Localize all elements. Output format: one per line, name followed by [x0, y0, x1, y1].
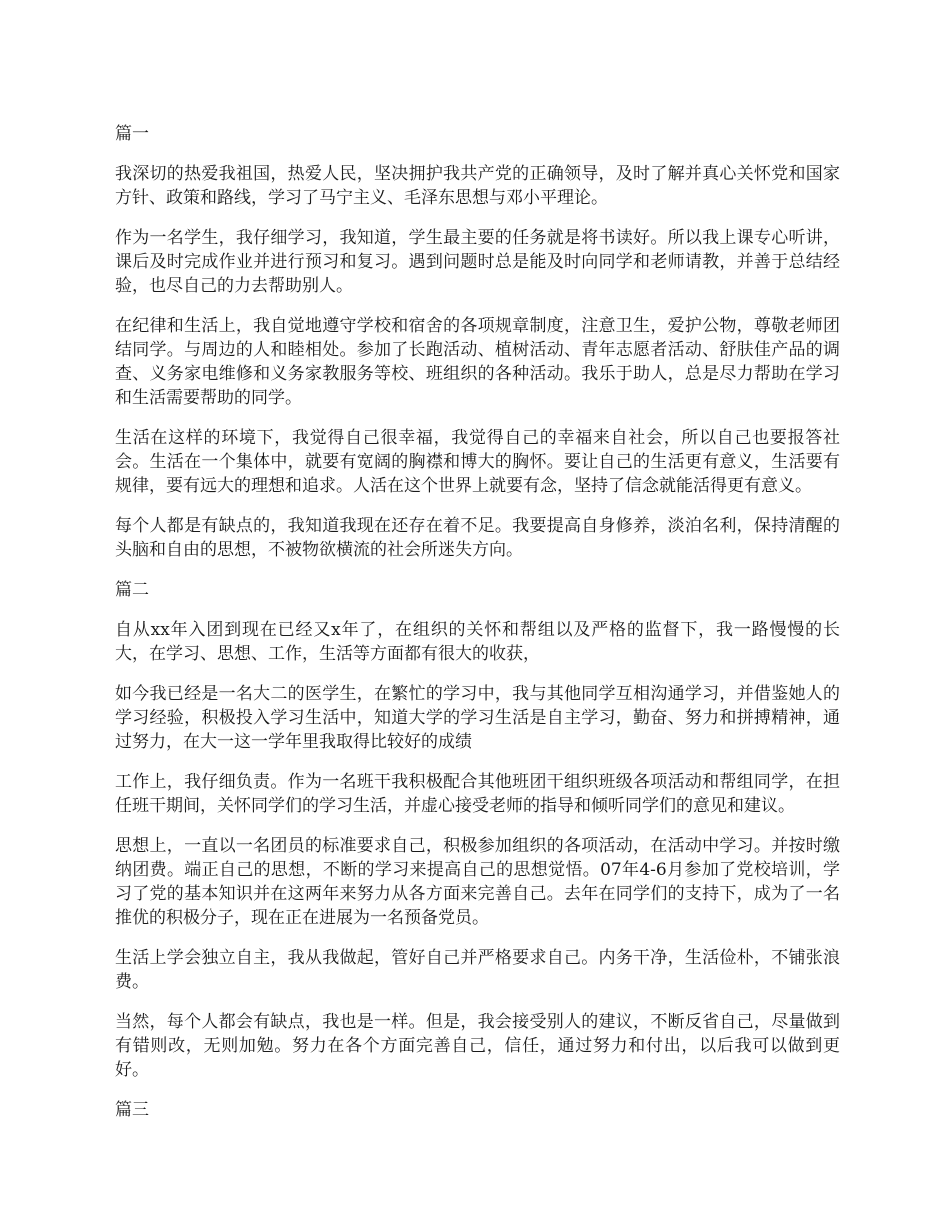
paragraph: 生活上学会独立自主，我从我做起，管好自己并严格要求自己。内务干净，生活俭朴，不铺张浪费。 — [115, 948, 840, 992]
paragraph: 作为一名学生，我仔细学习，我知道，学生最主要的任务就是将书读好。所以我上课专心听讲，课后及时完成作业并进行预习和复习。遇到问题时总是能及时向同学和老师请教，并善于总结经验，也尽自己的力去帮助别人。 — [115, 228, 840, 296]
section-heading: 篇三 — [115, 1100, 149, 1120]
document-page — [115, 122, 840, 1138]
paragraph: 我深切的热爱我祖国，热爱人民，坚决拥护我共产党的正确领导，及时了解并真心关怀党和国家方针、政策和路线，学习了马宁主义、毛泽东思想与邓小平理论。 — [115, 164, 840, 208]
paragraph: 每个人都是有缺点的，我知道我现在还存在着不足。我要提高自身修养，淡泊名利，保持清醒的头脑和自由的思想，不被物欲横流的社会所迷失方向。 — [115, 516, 840, 560]
paragraph: 生活在这样的环境下，我觉得自己很幸福，我觉得自己的幸福来自社会，所以自己也要报答社会。生活在一个集体中，就要有宽阔的胸襟和博大的胸怀。要让自己的生活更有意义，生活要有规律，要有远大的理想和追求。人活在这个世界上就要有念，坚持了信念就能活得更有意义。 — [115, 428, 840, 496]
paragraph: 在纪律和生活上，我自觉地遵守学校和宿舍的各项规章制度，注意卫生，爱护公物，尊敬老师团结同学。与周边的人和睦相处。参加了长跑活动、植树活动、青年志愿者活动、舒肤佳产品的调查、义务家电维修和义务家教服务等校、班组织的各种活动。我乐于助人，总是尽力帮助在学习和生活需要帮助的同学。 — [115, 316, 840, 408]
paragraph: 思想上，一直以一名团员的标准要求自己，积极参加组织的各项活动，在活动中学习。并按时缴纳团费。端正自己的思想，不断的学习来提高自己的思想觉悟。07年4-6月参加了党校培训，学习了党的基本知识并在这两年来努力从各方面来完善自己。去年在同学们的支持下，成为了一名推优的积极分子，现在正在进展为一名预备党员。 — [115, 836, 840, 928]
section-heading: 篇一 — [115, 124, 149, 144]
paragraph: 工作上，我仔细负责。作为一名班干我积极配合其他班团干组织班级各项活动和帮组同学，在担任班干期间，关怀同学们的学习生活，并虚心接受老师的指导和倾听同学们的意见和建议。 — [115, 772, 840, 816]
section-heading: 篇二 — [115, 580, 149, 600]
paragraph: 当然，每个人都会有缺点，我也是一样。但是，我会接受别人的建议，不断反省自己，尽量做到有错则改，无则加勉。努力在各个方面完善自己，信任，通过努力和付出，以后我可以做到更好。 — [115, 1012, 840, 1080]
paragraph: 如今我已经是一名大二的医学生，在繁忙的学习中，我与其他同学互相沟通学习，并借鉴她人的学习经验，积极投入学习生活中，知道大学的学习生活是自主学习，勤奋、努力和拼搏精神，通过努力，在大一这一学年里我取得比较好的成绩 — [115, 684, 840, 752]
paragraph: 自从xx年入团到现在已经又x年了，在组织的关怀和帮组以及严格的监督下，我一路慢慢的长大，在学习、思想、工作，生活等方面都有很大的收获， — [115, 620, 840, 664]
